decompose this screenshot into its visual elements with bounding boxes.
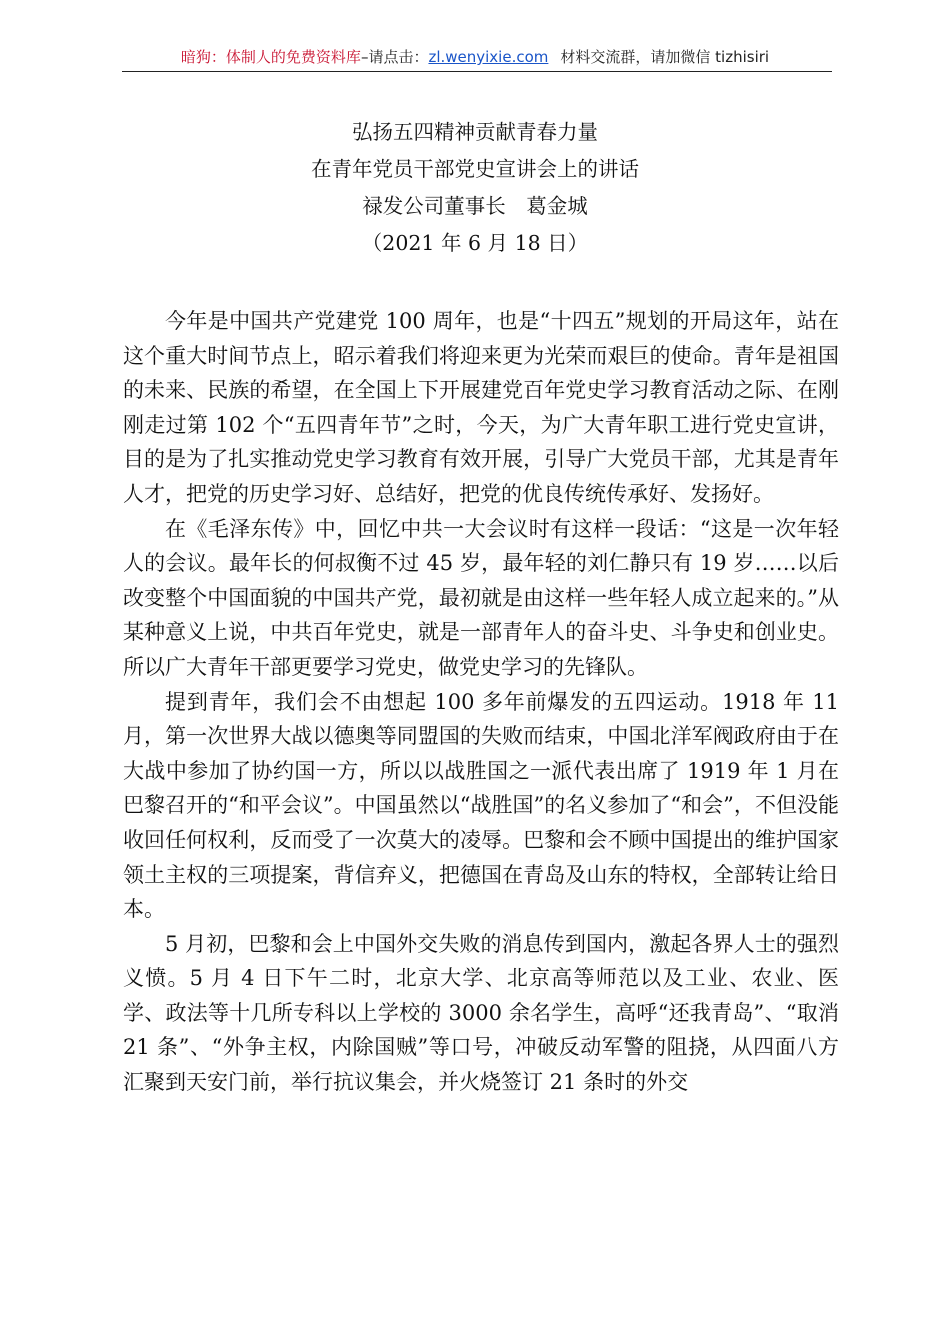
header-divider xyxy=(122,71,832,72)
document-subtitle: 在青年党员干部党史宣讲会上的讲话 xyxy=(311,157,639,181)
speaker-line: 禄发公司董事长 葛金城 xyxy=(362,194,588,218)
header-brand: 暗狗：体制人的免费资料库 xyxy=(180,48,361,66)
paragraph: 5 月初，巴黎和会上中国外交失败的消息传到国内，激起各界人士的强烈义愤。5 月 4 日下午二时，北京大学、北京高等师范以及工业、农业、医学、政法等十几所专科以上学校的 3000 余名学生，高呼“还我青岛”、“取消 21 条”、“外争主权，内除国贼”等口号，冲破反动军警的阻挠，从四面八方汇聚到天安门前，举行抗议集会，并火烧签订 21 条时的外交 xyxy=(123,931,839,1095)
paragraph: 今年是中国共产党建党 100 周年，也是“十四五”规划的开局这年，站在这个重大时间节点上，昭示着我们将迎来更为光荣而艰巨的使命。青年是祖国的未来、民族的希望，在全国上下开展建党百年党史学习教育活动之际、在刚刚走过第 102 个“五四青年节”之时，今天，为广大青年职工进行党史宣讲，目的是为了扎实推动党史学习教育有效开展，引导广大党员干部，尤其是青年人才，把党的历史学习好、总结好，把党的优良传统传承好、发扬好。 xyxy=(123,309,839,506)
speech-date: （2021 年 6 月 18 日） xyxy=(361,231,589,255)
document-title: 弘扬五四精神贡献青春力量 xyxy=(352,120,598,144)
paragraph: 提到青年，我们会不由想起 100 多年前爆发的五四运动。1918 年 11 月，第一次世界大战以德奥等同盟国的失败而结束，中国北洋军阀政府由于在大战中参加了协约国一方，所以以战胜国之一派代表出席了 1919 年 1 月在巴黎召开的“和平会议”。中国虽然以“战胜国”的名义参加了“和会”，不但没能收回任何权利，反而受了一次莫大的凌辱。巴黎和会不顾中国提出的维护国家领土主权的三项提案，背信弃义，把德国在青岛及山东的特权，全部转让给日本。 xyxy=(123,689,839,922)
title-block xyxy=(0,114,950,262)
header-note: 材料交流群，请加微信 tizhisiri xyxy=(560,48,770,66)
header-link[interactable]: zl.wenyixie.com xyxy=(428,48,549,66)
paragraph: 在《毛泽东传》中，回忆中共一大会议时有这样一段话：“这是一次年轻人的会议。最年长的何叔衡不过 45 岁，最年轻的刘仁静只有 19 岁……以后改变整个中国面貌的中国共产党，最初就是由这样一些年轻人成立起来的。”从某种意义上说，中共百年党史，就是一部青年人的奋斗史、斗争史和创业史。所以广大青年干部更要学习党史，做党史学习的先锋队。 xyxy=(123,516,839,679)
document-body xyxy=(123,304,839,1100)
page-header xyxy=(0,44,950,70)
header-separator: –请点击： xyxy=(360,48,429,66)
